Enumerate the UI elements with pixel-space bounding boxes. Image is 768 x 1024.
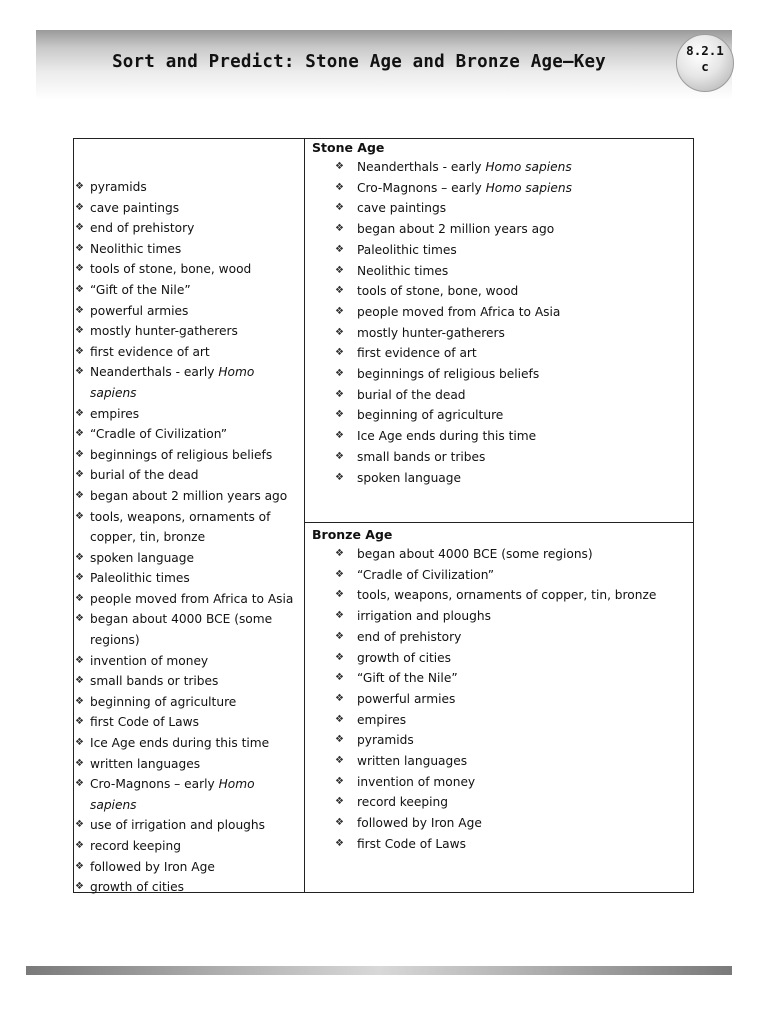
item-italic-text: Homo sapiens: [485, 180, 572, 195]
item-text: use of irrigation and ploughs: [90, 818, 265, 833]
list-item: [305, 813, 675, 834]
page-title: Sort and Predict: Stone Age and Bronze Age–Key: [112, 52, 606, 72]
diamond-bullet-icon: ❖: [75, 572, 84, 584]
list-item: [74, 815, 302, 836]
item-text: pyramids: [357, 733, 414, 748]
item-text: began about 2 million years ago: [90, 488, 288, 503]
item-text: followed by Iron Age: [357, 816, 482, 831]
item-text: began about 2 million years ago: [357, 222, 555, 237]
list-item: [74, 836, 302, 857]
diamond-bullet-icon: ❖: [335, 223, 344, 235]
diamond-bullet-icon: ❖: [75, 860, 84, 872]
diamond-bullet-icon: ❖: [335, 388, 344, 400]
list-item: [305, 627, 675, 648]
diamond-bullet-icon: ❖: [335, 326, 344, 338]
item-text: invention of money: [90, 653, 209, 668]
item-text: tools, weapons, ornaments of copper, tin, bronze: [357, 588, 657, 603]
item-text: powerful armies: [357, 691, 456, 706]
list-item: [74, 548, 302, 569]
list-item: [74, 609, 302, 650]
item-text: “Cradle of Civilization”: [357, 567, 495, 582]
list-item: [74, 754, 302, 775]
diamond-bullet-icon: ❖: [75, 551, 84, 563]
bronze-age-list: [305, 544, 675, 855]
diamond-bullet-icon: ❖: [335, 630, 344, 642]
diamond-bullet-icon: ❖: [75, 613, 84, 625]
diamond-bullet-icon: ❖: [335, 817, 344, 829]
stone-age-list: [305, 157, 675, 488]
list-item: [305, 426, 675, 447]
diamond-bullet-icon: ❖: [335, 796, 344, 808]
list-item: [74, 589, 302, 610]
diamond-bullet-icon: ❖: [75, 489, 84, 501]
list-item: [74, 362, 302, 403]
list-item: [305, 565, 675, 586]
item-text: followed by Iron Age: [90, 859, 215, 874]
list-item: [305, 240, 675, 261]
diamond-bullet-icon: ❖: [335, 610, 344, 622]
list-item: [305, 585, 675, 606]
diamond-bullet-icon: ❖: [335, 755, 344, 767]
diamond-bullet-icon: ❖: [75, 778, 84, 790]
item-text: people moved from Africa to Asia: [90, 591, 294, 606]
diamond-bullet-icon: ❖: [335, 368, 344, 380]
item-text: “Cradle of Civilization”: [90, 427, 228, 442]
item-text: people moved from Africa to Asia: [357, 304, 561, 319]
standard-code: [677, 43, 733, 75]
list-item: [305, 198, 675, 219]
diamond-bullet-icon: ❖: [335, 471, 344, 483]
diamond-bullet-icon: ❖: [335, 775, 344, 787]
item-text: beginnings of religious beliefs: [90, 447, 273, 462]
diamond-bullet-icon: ❖: [75, 201, 84, 213]
diamond-bullet-icon: ❖: [335, 285, 344, 297]
list-item: [74, 445, 302, 466]
item-text: Cro-Magnons – early: [90, 777, 219, 792]
list-item: [305, 261, 675, 282]
item-text: Neolithic times: [357, 263, 449, 278]
item-text: Cro-Magnons – early: [357, 180, 486, 195]
list-item: [305, 751, 675, 772]
item-text: small bands or tribes: [357, 449, 486, 464]
diamond-bullet-icon: ❖: [75, 222, 84, 234]
list-item: [74, 712, 302, 733]
item-text: empires: [90, 406, 140, 421]
list-item: [74, 568, 302, 589]
diamond-bullet-icon: ❖: [335, 692, 344, 704]
diamond-bullet-icon: ❖: [335, 568, 344, 580]
item-text: Neanderthals - early: [357, 160, 486, 174]
diamond-bullet-icon: ❖: [335, 161, 344, 172]
item-italic-text: Homo sapiens: [485, 160, 572, 174]
list-item: [305, 772, 675, 793]
diamond-bullet-icon: ❖: [335, 713, 344, 725]
standard-code-letter: c: [701, 59, 709, 74]
item-text: spoken language: [90, 550, 195, 565]
item-text: written languages: [90, 756, 201, 771]
diamond-bullet-icon: ❖: [75, 469, 84, 481]
list-item: [305, 178, 675, 199]
item-text: Neolithic times: [90, 241, 182, 256]
diamond-bullet-icon: ❖: [75, 448, 84, 460]
list-item: [305, 385, 675, 406]
diamond-bullet-icon: ❖: [335, 243, 344, 255]
item-text: “Gift of the Nile”: [357, 671, 458, 686]
item-text: invention of money: [357, 774, 476, 789]
diamond-bullet-icon: ❖: [335, 837, 344, 849]
list-item: [305, 219, 675, 240]
item-text: Paleolithic times: [90, 571, 190, 586]
item-text: record keeping: [357, 795, 449, 810]
item-text: Neanderthals - early: [90, 365, 219, 380]
item-text: tools of stone, bone, wood: [357, 284, 519, 299]
diamond-bullet-icon: ❖: [335, 450, 344, 462]
diamond-bullet-icon: ❖: [75, 428, 84, 440]
list-item: [74, 259, 302, 280]
list-item: [74, 671, 302, 692]
item-text: Ice Age ends during this time: [90, 736, 270, 751]
diamond-bullet-icon: ❖: [75, 840, 84, 851]
item-text: burial of the dead: [90, 468, 199, 483]
list-item: [74, 692, 302, 713]
item-text: cave paintings: [90, 200, 180, 215]
list-item: [305, 343, 675, 364]
diamond-bullet-icon: ❖: [75, 737, 84, 749]
list-item: [305, 157, 675, 178]
list-item: [74, 301, 302, 322]
diamond-bullet-icon: ❖: [335, 548, 344, 559]
footer-bar: [26, 966, 732, 975]
diamond-bullet-icon: ❖: [335, 347, 344, 359]
diamond-bullet-icon: ❖: [75, 819, 84, 831]
list-item: [74, 486, 302, 507]
diamond-bullet-icon: ❖: [335, 264, 344, 276]
unsorted-terms-list: [74, 177, 302, 898]
item-text: end of prehistory: [90, 221, 195, 236]
item-text: irrigation and ploughs: [357, 609, 491, 624]
item-text: began about 4000 BCE (some regions): [90, 612, 273, 648]
diamond-bullet-icon: ❖: [75, 510, 84, 522]
list-item: [74, 342, 302, 363]
list-item: [305, 302, 675, 323]
standard-code-number: 8.2.1: [686, 43, 724, 58]
item-text: first evidence of art: [90, 344, 210, 359]
list-item: [74, 404, 302, 425]
diamond-bullet-icon: ❖: [75, 263, 84, 275]
item-text: record keeping: [90, 839, 182, 853]
list-item: [74, 280, 302, 301]
diamond-bullet-icon: ❖: [75, 881, 84, 893]
diamond-bullet-icon: ❖: [75, 654, 84, 666]
list-item: [305, 792, 675, 813]
globe-badge-icon: [676, 34, 734, 92]
item-text: tools of stone, bone, wood: [90, 262, 252, 277]
item-text: first evidence of art: [357, 346, 477, 361]
item-text: beginnings of religious beliefs: [357, 367, 540, 382]
item-text: spoken language: [357, 470, 462, 485]
item-italic-text: Homo sapiens: [90, 777, 255, 812]
diamond-bullet-icon: ❖: [335, 181, 344, 193]
item-text: powerful armies: [90, 303, 189, 318]
list-item: [74, 177, 302, 198]
diamond-bullet-icon: ❖: [335, 651, 344, 663]
diamond-bullet-icon: ❖: [335, 202, 344, 214]
diamond-bullet-icon: ❖: [75, 283, 84, 295]
item-text: “Gift of the Nile”: [90, 282, 191, 297]
list-item: [305, 281, 675, 302]
diamond-bullet-icon: ❖: [335, 589, 344, 601]
diamond-bullet-icon: ❖: [75, 304, 84, 316]
diamond-bullet-icon: ❖: [75, 242, 84, 254]
item-text: mostly hunter-gatherers: [357, 325, 505, 340]
list-item: [305, 405, 675, 426]
diamond-bullet-icon: ❖: [75, 592, 84, 604]
list-item: [305, 447, 675, 468]
item-text: Paleolithic times: [357, 242, 457, 257]
item-text: small bands or tribes: [90, 674, 219, 689]
list-item: [74, 733, 302, 754]
list-item: [305, 689, 675, 710]
diamond-bullet-icon: ❖: [75, 181, 84, 192]
list-item: [74, 774, 302, 815]
diamond-bullet-icon: ❖: [335, 734, 344, 746]
item-text: mostly hunter-gatherers: [90, 324, 238, 339]
list-item: [305, 544, 675, 565]
diamond-bullet-icon: ❖: [75, 345, 84, 357]
bronze-age-heading: Bronze Age: [312, 527, 393, 542]
item-italic-text: Homo sapiens: [90, 365, 255, 400]
item-text: written languages: [357, 754, 468, 769]
list-item: [74, 877, 302, 898]
list-item: [74, 218, 302, 239]
diamond-bullet-icon: ❖: [335, 409, 344, 421]
item-text: Ice Age ends during this time: [357, 429, 537, 444]
list-item: [74, 321, 302, 342]
item-text: burial of the dead: [357, 387, 466, 402]
diamond-bullet-icon: ❖: [75, 407, 84, 419]
diamond-bullet-icon: ❖: [75, 675, 84, 687]
item-text: first Code of Laws: [90, 715, 199, 730]
diamond-bullet-icon: ❖: [75, 695, 84, 707]
list-item: [74, 198, 302, 219]
item-text: end of prehistory: [357, 629, 462, 644]
list-item: [305, 730, 675, 751]
item-text: beginning of agriculture: [90, 694, 237, 709]
item-text: pyramids: [90, 180, 147, 194]
item-text: first Code of Laws: [357, 836, 466, 851]
item-text: began about 4000 BCE (some regions): [357, 547, 593, 561]
diamond-bullet-icon: ❖: [75, 716, 84, 728]
section-divider: [305, 522, 694, 523]
list-item: [305, 606, 675, 627]
list-item: [74, 465, 302, 486]
list-item: [305, 648, 675, 669]
item-text: tools, weapons, ornaments of copper, tin, bronze: [90, 509, 271, 545]
item-text: growth of cities: [90, 880, 185, 895]
list-item: [74, 651, 302, 672]
list-item: [305, 834, 675, 855]
diamond-bullet-icon: ❖: [335, 672, 344, 684]
list-item: [305, 323, 675, 344]
diamond-bullet-icon: ❖: [75, 325, 84, 337]
list-item: [305, 364, 675, 385]
list-item: [74, 857, 302, 878]
list-item: [74, 424, 302, 445]
item-text: cave paintings: [357, 201, 447, 216]
diamond-bullet-icon: ❖: [335, 305, 344, 317]
stone-age-heading: Stone Age: [312, 140, 385, 155]
list-item: [305, 710, 675, 731]
list-item: [305, 468, 675, 489]
list-item: [305, 668, 675, 689]
item-text: growth of cities: [357, 650, 452, 665]
list-item: [74, 239, 302, 260]
list-item: [74, 507, 302, 548]
item-text: empires: [357, 712, 407, 727]
diamond-bullet-icon: ❖: [75, 366, 84, 378]
diamond-bullet-icon: ❖: [75, 757, 84, 769]
item-text: beginning of agriculture: [357, 408, 504, 423]
diamond-bullet-icon: ❖: [335, 430, 344, 442]
